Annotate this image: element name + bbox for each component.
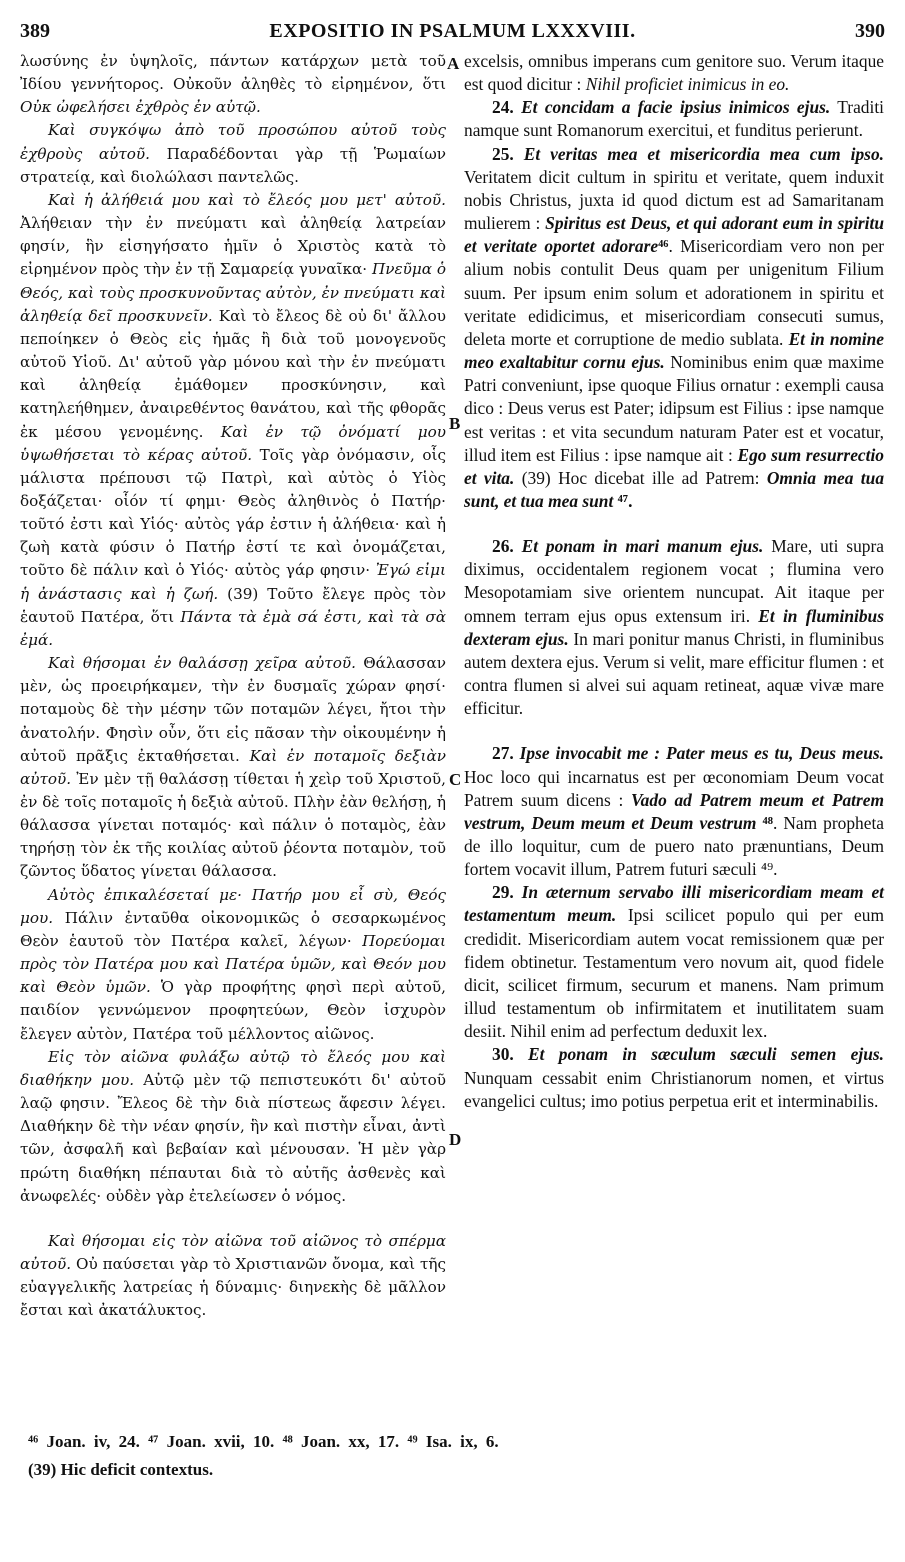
greek-paragraph — [20, 884, 446, 1046]
latin-text-run: 25. — [492, 143, 524, 164]
greek-text-run: Παραδέδονται γὰρ τῇ Ῥωμαίων στρατείᾳ, καὶ διολώλασι παντελῶς. — [20, 144, 446, 186]
greek-text-run: Οὐκ ὠφελήσει ἐχθρὸς ἐν αὐτῷ. — [20, 98, 261, 117]
greek-text-run: Αὐτὸς ἐπικαλέσεταί με· Πατήρ μου εἶ σὺ, Θεός μου. — [20, 885, 446, 927]
greek-paragraph — [20, 1046, 446, 1208]
footnote-note: (39) Hic deficit contextus. — [28, 1460, 214, 1479]
latin-text-run: 26. — [492, 536, 522, 557]
latin-text-run: . Nam propheta de illo loquitur, cum de puero nato prænuntians, Deum fortem vocavit illum, Patrem futuri sæculi ⁴⁹. — [464, 812, 884, 880]
latin-text-run: Veritatem dicit cultum in spiritu et veritate, quem induxit nobis Christus, juxta id quod dictum est ad Samaritanam mulierem : — [464, 166, 884, 234]
latin-text-run: Hoc loco qui incarnatus est per œconomiam Deum vocat Patrem suum dicens : — [464, 766, 884, 810]
greek-text-run: Θάλασσαν μὲν, ὡς προειρήκαμεν, τὴν ἐν δυσμαῖς χώραν φησί· ποταμοὺς δὲ τὴν μέσην τῶν ποταμῶν λέγει, ἤτοι τὴν ἀνατολήν. Φησὶν οὖν, ὅτι εἰς πᾶσαν τὴν οἰκουμένην ἡ αὐτοῦ πρᾶξις ἐκταθήσεται. — [20, 654, 447, 765]
page-number-left: 389 — [20, 20, 50, 42]
greek-text-run: Ἀλήθειαν τὴν ἐν πνεύματι καὶ ἀληθείᾳ λατρείαν φησίν, ἣν εἰσηγήσατο ἡμῖν ὁ Χριστὸς κατὰ τὸ εἰρημένον πρὸς τὴν ἐν τῇ Σαμαρείᾳ γυναῖκα· — [20, 214, 446, 279]
latin-paragraph — [464, 535, 884, 720]
paragraph-gap — [20, 1208, 446, 1230]
greek-text-run: Τοῖς γὰρ ὀνόμασιν, οἷς μάλιστα πρέπουσι τῷ Πατρὶ, καὶ αὐτὸς ὁ Υἱὸς δοξάζεται· οἷόν τί φημι· Θεὸς ἀληθινὸς ὁ Πατήρ· τοῦτό ἐστι καὶ Υἱός· αὐτὸς γάρ ἐστιν ἡ ἀλήθεια· καὶ ἡ ζωὴ κατὰ φύσιν ὁ Πατήρ ἐστί τε καὶ ὀνομάζεται, τοῦτο δὲ πάλιν καὶ ὁ Υἱός· αὐτὸς γάρ φησιν· — [20, 445, 446, 580]
latin-text-run: In æternum servabo illi misericordiam meam et testamentum meum. — [464, 882, 884, 926]
latin-text-run: . Misericordiam vero non per alium nobis contulit Deus quam per unigenitum Filium suum. Per ipsum enim solum et adorationem in spiritu et veritate edidicimus, et misericordiam consecuti sumus, deleta morte et corruptione de medio sublata. — [464, 236, 884, 349]
latin-text-run: 24. — [492, 97, 522, 118]
paragraph-gap — [464, 720, 884, 742]
latin-text-run: 30. — [492, 1044, 529, 1065]
latin-column — [464, 50, 884, 1420]
footnote-references: ⁴⁶ Joan. iv, 24. ⁴⁷ Joan. xvii, 10. ⁴⁸ Joan. xx, 17. ⁴⁹ Isa. ix, 6. — [28, 1432, 499, 1451]
greek-text-run: Καὶ ἐν τῷ ὀνόματί μου ὑψωθήσεται τὸ κέρας αὐτοῦ. — [20, 422, 446, 464]
greek-text-run: Ὁ γὰρ προφήτης φησὶ περὶ αὐτοῦ, παιδίον γεννώμενον προφητεύων, Θεὸν ἰσχυρὸν ἔλεγεν αὐτὸν, Πατέρα τοῦ μέλλοντος αἰῶνος. — [20, 978, 446, 1043]
greek-text-run: (39) Τοῦτο ἔλεγε πρὸς τὸν ἑαυτοῦ Πατέρα, ὅτι — [20, 584, 446, 626]
latin-text-run: Omnia mea tua sunt, et tua mea sunt — [464, 467, 885, 511]
latin-text-run: Et concidam a facie ipsius inimicos ejus. — [521, 97, 831, 118]
greek-column — [20, 50, 446, 1420]
latin-text-run: Spiritus est Deus, et qui adorant eum in spiritu et veritate oportet adorare — [464, 213, 885, 257]
latin-text-run: (39) Hoc dicebat ille ad Patrem: — [514, 467, 767, 488]
running-header — [20, 20, 885, 48]
greek-text-run: Αὐτῷ μὲν τῷ πεπιστευκότι δι' αὐτοῦ λαῷ φησιν. Ἔλεος δὲ τὴν διὰ πίστεως ἄφεσιν λέγει. Διαθήκην δὲ τὴν νέαν φησίν, ἣν καὶ πιστὴν εἶναι, ἀντὶ τῶν, ἀσφαλῆ καὶ βεβαίαν καὶ μένουσαν. Ἡ μὲν γὰρ πρώτη διαθήκη πέπαυται διὰ τὸ αὐτῆς ἀσθενὲς καὶ ἀνωφελές· οὐδὲν γὰρ ἐτελείωσεν ὁ νόμος. — [20, 1070, 447, 1205]
greek-text-run: Καὶ τὸ ἔλεος δὲ οὐ δι' ἄλλου πεποίηκεν ὁ Θεὸς εἰς ἡμᾶς ἢ διὰ τοῦ μονογενοῦς αὐτοῦ Υἱοῦ. Δι' αὐτοῦ γὰρ μόνου καὶ τὴν ἐν πνεύματι καὶ ἀληθείᾳ ἐμάθομεν προσκύνησιν, καὶ κατηλεήθημεν, ἀναιρεθέντος θανάτου, καὶ τῆς φθορᾶς ἐκ μέσου γενομένης. — [20, 306, 446, 441]
greek-text-run: Καὶ συγκόψω ἀπὸ τοῦ προσώπου αὐτοῦ τοὺς ἐχθροὺς αὐτοῦ. — [20, 121, 446, 163]
latin-text-run: Et in nomine meo exaltabitur cornu ejus. — [464, 328, 884, 373]
latin-text-run: Traditi namque sunt Romanorum exercitui, et funditus perierunt. — [464, 97, 884, 141]
greek-text-run: Καὶ ἐν ποταμοῖς δεξιὰν αὐτοῦ. — [20, 746, 446, 788]
latin-text-run: Mare, uti supra diximus, occidentalem regionem vocat ; flumina vero Mesopotamiam sive orientem nuncupat. Ait itaque per omnem terram ejus opus extensum iri. — [464, 536, 884, 626]
latin-paragraph — [464, 881, 884, 1043]
greek-paragraph — [20, 1230, 446, 1323]
latin-paragraph — [464, 143, 884, 514]
greek-text-run: Πάντα τὰ ἐμὰ σά ἐστι, καὶ τὰ σὰ ἐμά. — [20, 607, 446, 649]
latin-text-run: ⁴⁷. — [613, 490, 633, 511]
page-number-right: 390 — [855, 20, 885, 42]
greek-text-run: Πάλιν ἐνταῦθα οἰκονομικῶς ὁ σεσαρκωμένος Θεὸν ἑαυτοῦ τὸν Πατέρα καλεῖ, λέγων· — [20, 908, 446, 950]
greek-paragraph — [20, 50, 446, 119]
margin-letter-a: A — [447, 54, 460, 73]
latin-text-run: Nunquam cessabit enim Christianorum nomen, et virtus evangelici cultus; imo potius perpetua erit et interminabilis. — [464, 1067, 884, 1111]
latin-text-run: In mari ponitur manus Christi, in fluminibus autem dextera ejus. Verum si velit, mare efficitur flumen : et contra flumen si alvei sui aquam retineat, aquæ vivæ mare efficitur. — [464, 628, 884, 719]
latin-text-run: Et ponam in mari manum ejus. — [521, 536, 764, 557]
greek-text-run: Πορεύομαι πρὸς τὸν Πατέρα μου καὶ Πατέρα ὑμῶν, καὶ Θεόν μου καὶ Θεὸν ὑμῶν. — [20, 931, 446, 997]
latin-text-run: Nihil proficiet inimicus in eo. — [585, 74, 790, 95]
margin-letter-c: C — [449, 770, 462, 789]
latin-paragraph — [464, 742, 884, 881]
greek-text-run: Οὐ παύσεται γὰρ τὸ Χριστιανῶν ὄνομα, καὶ τῆς εὐαγγελικῆς λατρείας ἡ δύναμις· διηνεκὴς δὲ μᾶλλον ἔσται καὶ ἀκατάλυκτος. — [20, 1254, 446, 1320]
greek-text-run: Ἐγώ εἰμι ἡ ἀνάστασις καὶ ἡ ζωή. — [20, 561, 446, 603]
greek-text-run: Καὶ θήσομαι εἰς τὸν αἰῶνα τοῦ αἰῶνος τὸ σπέρμα αὐτοῦ. — [20, 1231, 446, 1273]
latin-text-run: 29. — [492, 882, 522, 903]
latin-text-run: 27. — [492, 743, 520, 764]
latin-paragraph — [464, 50, 884, 96]
latin-text-run: ⁴⁶ — [658, 236, 669, 257]
latin-text-run: Et veritas mea et misericordia mea cum ipso. — [523, 143, 884, 164]
latin-text-run: Ego sum resurrectio et vita. — [464, 444, 884, 488]
running-title: EXPOSITIO IN PSALMUM LXXXVIII. — [269, 20, 636, 42]
greek-text-run: Πνεῦμα ὁ Θεός, καὶ τοὺς προσκυνοῦντας αὐτὸν, ἐν πνεύματι καὶ ἀληθείᾳ δεῖ προσκυνεῖν. — [20, 260, 446, 325]
greek-text-run: Ἐν μὲν τῇ θαλάσσῃ τίθεται ἡ χεὶρ τοῦ Χριστοῦ, ἐν δὲ τοῖς ποταμοῖς ἡ δεξιὰ αὐτοῦ. Πλὴν ἐὰν θελήσῃ, ἡ θάλασσα γίνεται ποταμός· καὶ πάλιν ὁ ποταμὸς, ἐὰν τηρήσῃ τὸν ἐκ τῆς κοιλίας αὐτοῦ ῥέοντα ποταμὸν, τοῦ ζῶντος ὕδατος γίνεται θάλασσα. — [20, 769, 446, 881]
latin-paragraph — [464, 1043, 884, 1112]
greek-text-run: Εἰς τὸν αἰῶνα φυλάξω αὐτῷ τὸ ἔλεός μου καὶ διαθήκην μου. — [20, 1047, 446, 1089]
latin-text-run: ⁴⁸ — [756, 812, 773, 833]
latin-text-run: excelsis, omnibus imperans cum genitore suo. Verum itaque est quod dicitur : — [464, 51, 884, 95]
paragraph-gap — [464, 513, 884, 535]
latin-text-run: Nominibus enim quæ maxime Patri conveniunt, ipse quoque Filius ornatur : exempli causa dico : Deus verus est Pater; idipsum est Filius : ipse namque est veritas : et vita secundum naturam Pater est et vocatur, illud item est Filius : ipse namque ait : — [464, 352, 884, 465]
latin-text-run: Ipsi scilicet populo qui per eum credidit. Misericordiam autem vocat remissionem quæ per fidem obtinetur. Testamentum vero novum ait, quod fidele dicit, scilicet firmum, securum et manens. Nam primum illud testamentum ob infirmitatem et inutilitatem suam desiit. Nihil enim ad perfectum deduxit lex. — [464, 905, 884, 1042]
greek-paragraph — [20, 119, 446, 188]
latin-paragraph — [464, 96, 884, 142]
margin-letter-d: D — [449, 1130, 462, 1149]
latin-text-run: Vado ad Patrem meum et Patrem vestrum, Deum meum et Deum vestrum — [464, 789, 884, 833]
margin-letter-b: B — [449, 414, 461, 433]
greek-text-run: λωσύνης ἐν ὑψηλοῖς, πάντων κατάρχων μετὰ τοῦ Ἰδίου γεννήτορος. Οὐκοῦν ἀληθὲς τὸ εἰρημένον, ὅτι — [20, 52, 446, 94]
greek-text-run: Καὶ θήσομαι ἐν θαλάσσῃ χεῖρα αὐτοῦ. — [48, 654, 356, 673]
latin-text-run: Ipse invocabit me : Pater meus es tu, Deus meus. — [519, 743, 884, 764]
greek-text-run: Καὶ ἡ ἀλήθειά μου καὶ τὸ ἔλεός μου μετ' αὐτοῦ. — [48, 190, 446, 209]
latin-text-run: Et ponam in sæculum sæculi semen ejus. — [528, 1044, 884, 1065]
latin-text-run: Et in fluminibus dexteram ejus. — [464, 605, 884, 649]
greek-paragraph — [20, 189, 446, 652]
greek-paragraph — [20, 652, 446, 884]
